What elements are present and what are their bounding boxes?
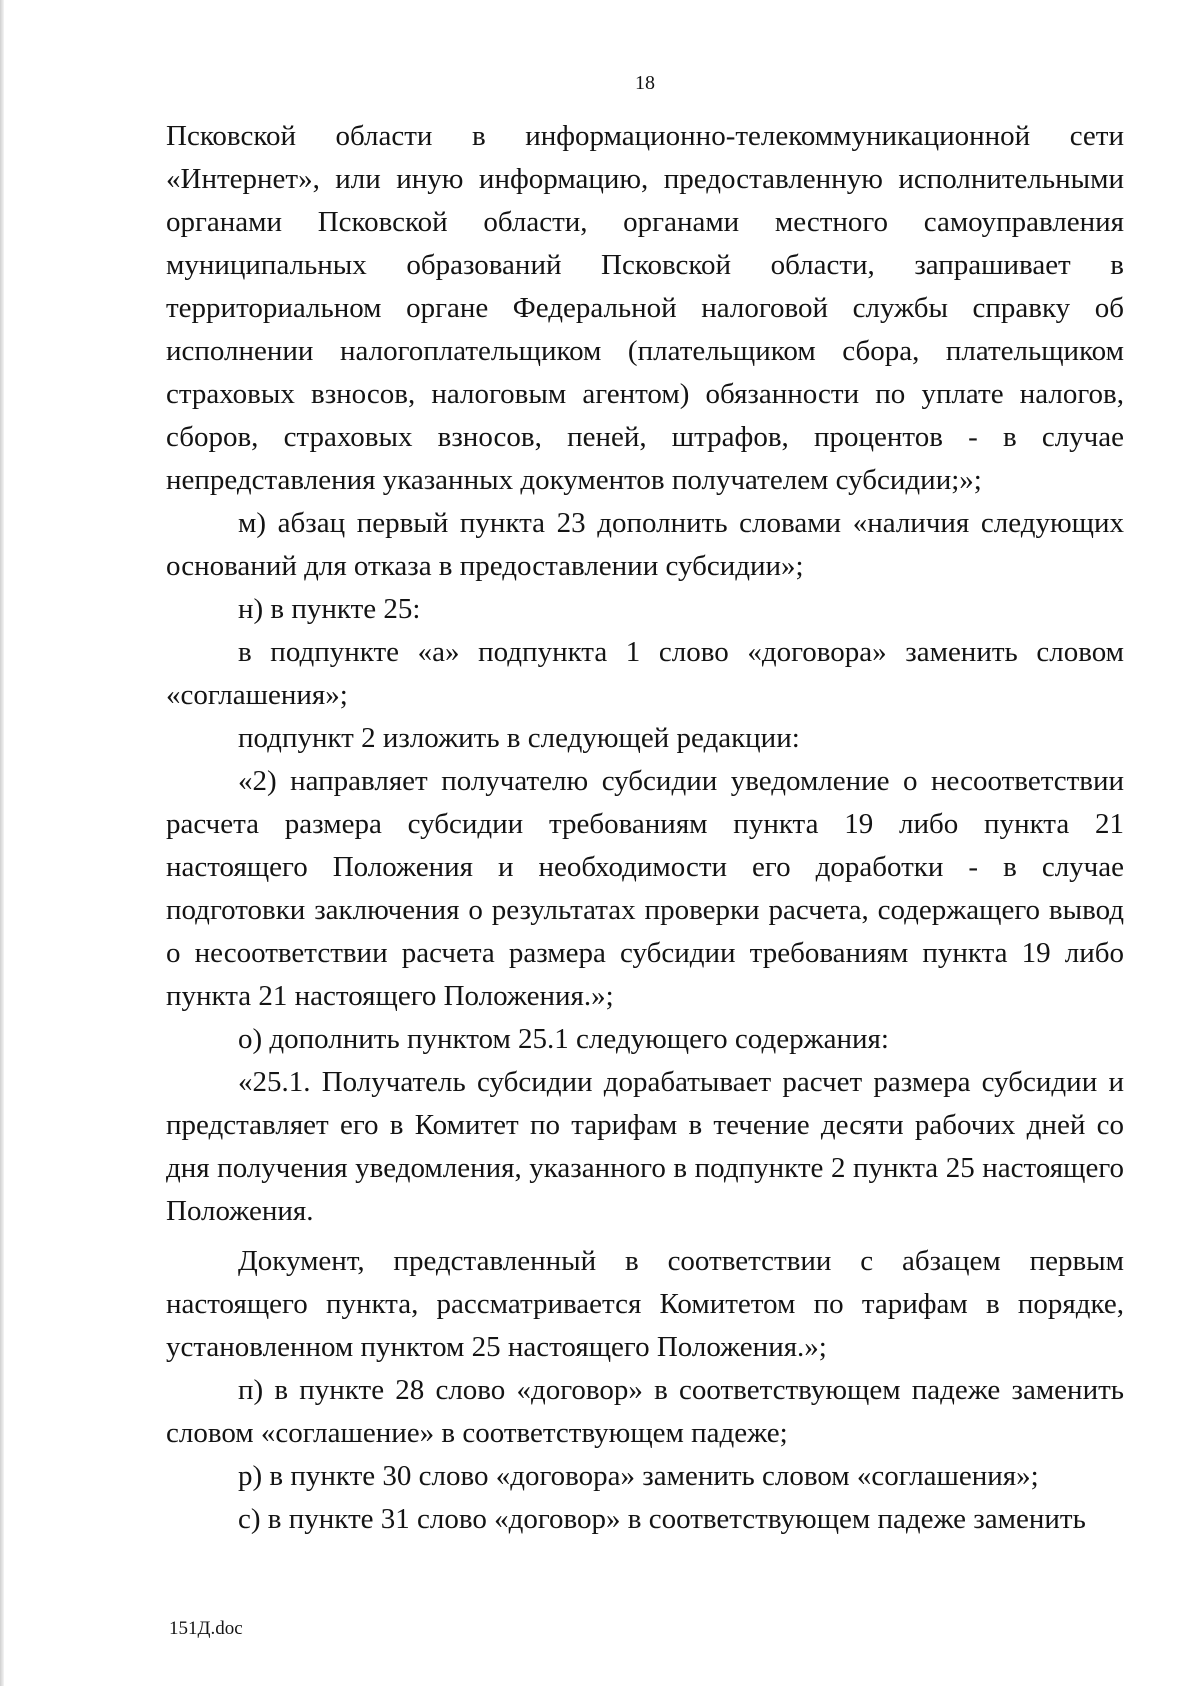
footer-file-name: 151Д.doc — [169, 1618, 243, 1639]
paragraph-subitem-2-text: «2) направляет получателю субсидии уведомление о несоответствии расчета размера субсидии требованиям пункта 19 либо пункта 21 настоящего Положения и необходимости его доработки - в случае подготовки заключения о результатах проверки расчета, содержащего вывод о несоответствии расчета размера субсидии требованиям пункта 19 либо пункта 21 настоящего Положения.»; — [166, 765, 1124, 1012]
paragraph-item-s: с) в пункте 31 слово «договор» в соответствующем падеже заменить — [238, 1503, 1086, 1535]
scan-edge — [0, 0, 4, 1686]
paragraph-clause-25-1-second: Документ, представленный в соответствии с абзацем первым настоящего пункта, рассматривается Комитетом по тарифам в порядке, установленном пунктом 25 настоящего Положения.»; — [166, 1245, 1124, 1363]
paragraph-item-n: н) в пункте 25: — [238, 593, 421, 625]
paragraph-continuation: Псковской области в информационно-телекоммуникационной сети «Интернет», или иную информацию, предоставленную исполнительными органами Псковской области, органами местного самоуправления муниципальных образований Псковской области, запрашивает в территориальном органе Федеральной налоговой службы справку об исполнении налогоплательщиком (плательщиком сбора, плательщиком страховых взносов, налоговым агентом) обязанности по уплате налогов, сборов, страховых взносов, пеней, штрафов, процентов - в случае непредставления указанных документов получателем субсидии;»; — [166, 120, 1124, 496]
paragraph-item-m: м) абзац первый пункта 23 дополнить словами «наличия следующих оснований для отказа в предоставлении субсидии»; — [166, 507, 1124, 582]
paragraph-subitem-2-intro: подпункт 2 изложить в следующей редакции: — [238, 722, 800, 754]
paragraph-item-o: о) дополнить пунктом 25.1 следующего содержания: — [238, 1023, 889, 1055]
paragraph-clause-25-1: «25.1. Получатель субсидии дорабатывает расчет размера субсидии и представляет его в Комитет по тарифам в течение десяти рабочих дней со дня получения уведомления, указанного в подпункте 2 пункта 25 настоящего Положения. — [166, 1066, 1124, 1227]
paragraph-subitem-a: в подпункте «а» подпункта 1 слово «договора» заменить словом «соглашения»; — [166, 636, 1124, 711]
document-body — [166, 115, 1124, 1541]
paragraph-item-p: п) в пункте 28 слово «договор» в соответствующем падеже заменить словом «соглашение» в соответствующем падеже; — [166, 1374, 1124, 1449]
paragraph-item-r: р) в пункте 30 слово «договора» заменить словом «соглашения»; — [238, 1460, 1039, 1492]
page-number: 18 — [635, 72, 655, 94]
